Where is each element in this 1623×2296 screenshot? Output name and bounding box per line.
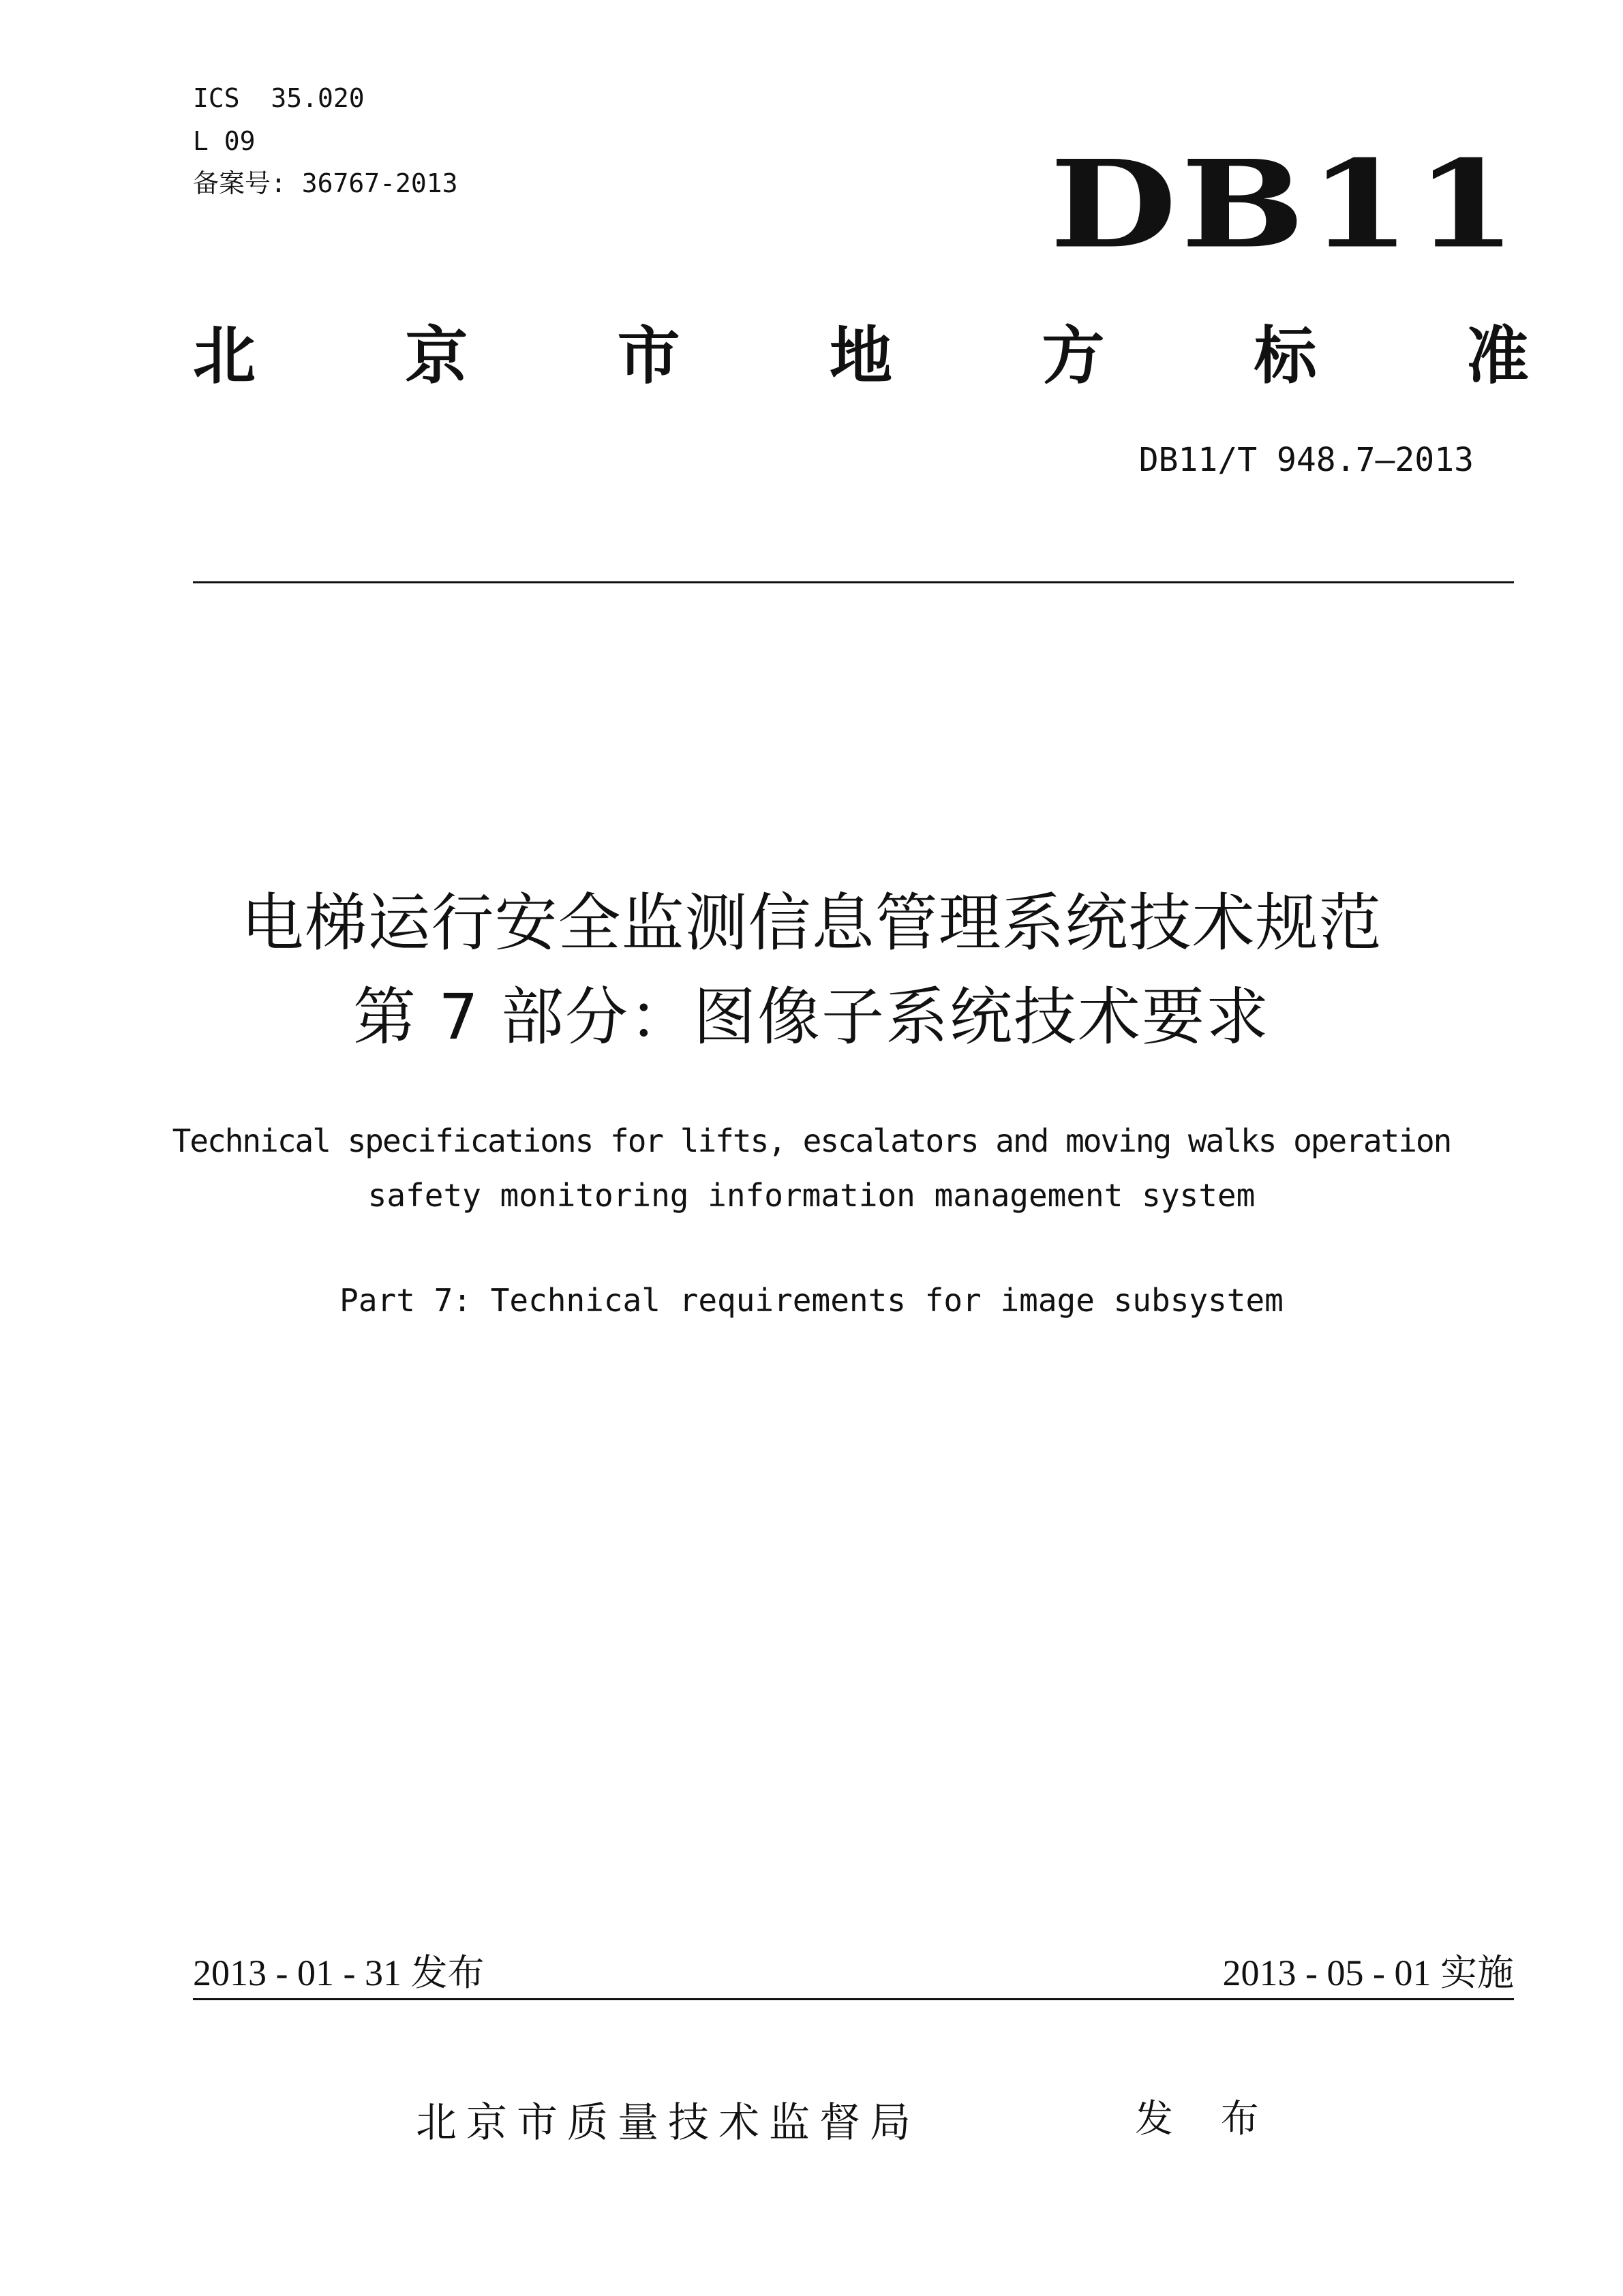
standard-type-heading	[193, 319, 1529, 394]
standard-type-char: 京	[405, 320, 468, 393]
chinese-title-line-2: 第 7 部分：图像子系统技术要求	[352, 981, 1271, 1054]
english-title-line-1: Technical specifications for lifts, escalators and moving walks operation	[172, 1122, 1451, 1159]
english-part-title: Part 7: Technical requirements for image subsystem	[339, 1282, 1284, 1319]
standard-type-char: 方	[1042, 320, 1105, 393]
footer-divider	[193, 1998, 1514, 2000]
chinese-title-line-1: 电梯运行安全监测信息管理系统技术规范	[241, 887, 1382, 960]
standard-type-char: 地	[829, 320, 892, 393]
standard-type-char: 标	[1254, 320, 1317, 393]
ics-code: ICS 35.020	[193, 83, 365, 113]
standard-type-char: 准	[1466, 320, 1529, 393]
filing-number: 备案号: 36767-2013	[193, 168, 458, 198]
standard-number: DB11/T 948.7—2013	[1138, 441, 1474, 479]
ccs-code: L 09	[193, 126, 256, 156]
implementation-date: 2013 - 05 - 01 实施	[1222, 1953, 1514, 1993]
standard-type-char: 北	[193, 320, 256, 393]
issue-label: 发 布	[1135, 2097, 1277, 2141]
header-divider	[193, 581, 1514, 583]
issue-date: 2013 - 01 - 31 发布	[193, 1953, 485, 1993]
standard-type-char: 市	[617, 320, 680, 393]
issuing-authority: 北京市质量技术监督局	[416, 2099, 920, 2147]
db11-logo: DB11	[1050, 133, 1521, 275]
english-title-line-2: safety monitoring information management system	[367, 1177, 1256, 1214]
